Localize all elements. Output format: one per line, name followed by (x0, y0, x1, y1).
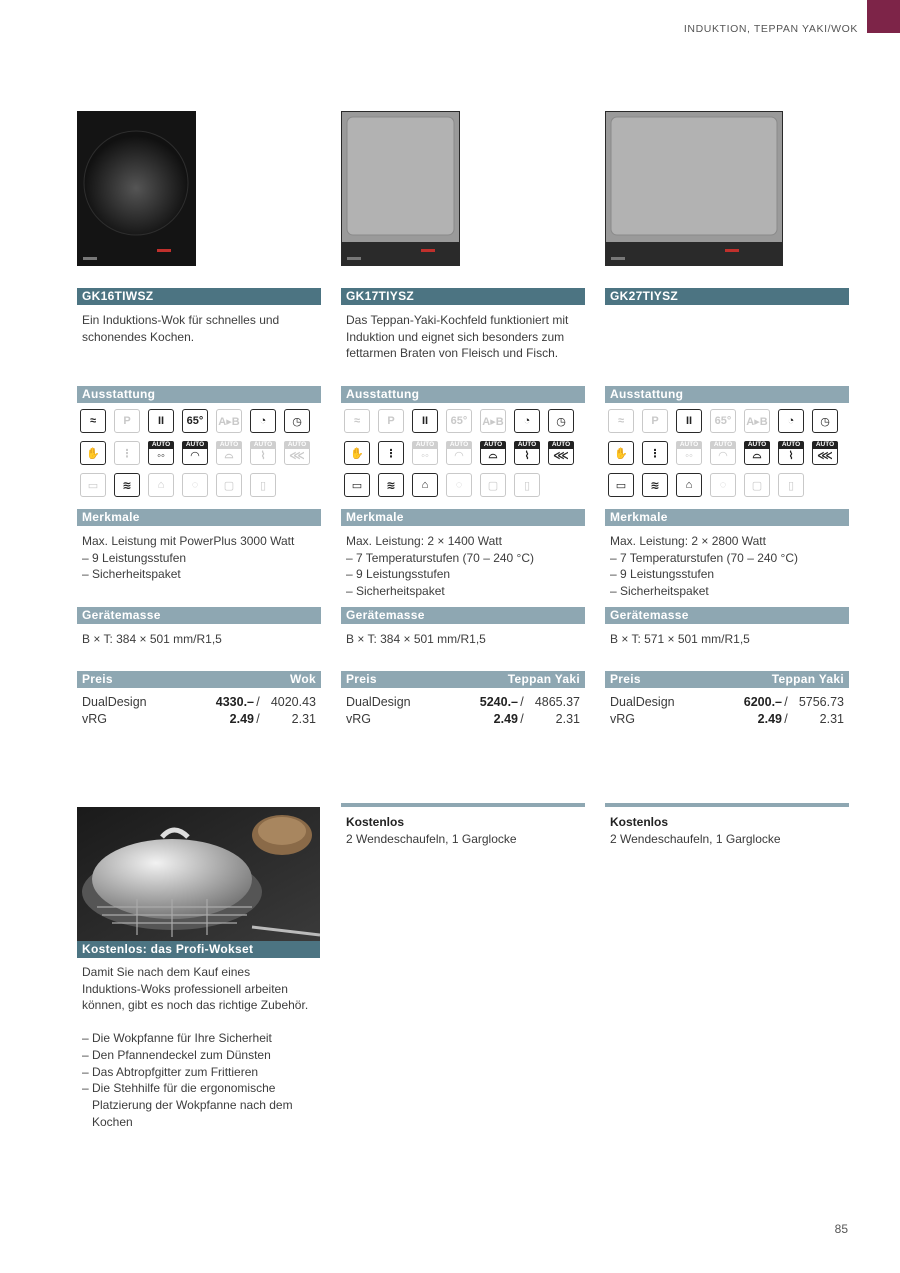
flex-zone-icon (250, 473, 276, 497)
icon-glyph: P (651, 415, 659, 427)
auto-pan-icon (446, 441, 472, 465)
auto-badge: AUTO (250, 441, 276, 449)
product-column-gk16 (77, 111, 321, 384)
preis-label: Preis (346, 672, 377, 686)
wipe-protect-icon (344, 441, 370, 465)
icon-glyph: ▯ (523, 479, 531, 492)
icon-glyph: ◦◦ (157, 449, 165, 462)
free-accessory (341, 803, 585, 854)
price-row-label: vRG (346, 712, 371, 726)
product-image (341, 111, 585, 266)
masse-bar (77, 607, 321, 624)
icon-glyph: ⌂ (157, 479, 165, 491)
price-value: 2.49 (493, 712, 518, 726)
price-slash: / (784, 712, 788, 726)
auto-fish-icon (812, 441, 838, 465)
price-slash: / (256, 695, 260, 709)
wokset-list (82, 1030, 312, 1130)
auto-off-icon (548, 409, 574, 433)
icon-glyph: 65° (450, 415, 468, 427)
icon-row (608, 441, 846, 465)
merkmal-item: – 9 Leistungsstufen (346, 567, 451, 582)
icon-glyph: ✋ (614, 447, 628, 460)
product-description: Ein Induktions-Wok für schnelles und schonendes Kochen. (82, 313, 280, 344)
icon-glyph: ◷ (292, 415, 302, 428)
price-net: 5756.73 (798, 695, 844, 709)
auto-boil-icon (676, 441, 702, 465)
timer-icon (250, 409, 276, 433)
ausstattung-label: Ausstattung (82, 387, 156, 401)
price-table (341, 688, 585, 728)
free-content (341, 807, 585, 854)
masse-bar (341, 607, 585, 624)
specs-section (341, 509, 585, 728)
model-name: GK27TIYSZ (610, 289, 679, 303)
icon-glyph: ◌ (455, 479, 463, 491)
child-lock-icon (676, 473, 702, 497)
price-row-label: DualDesign (346, 695, 411, 709)
icon-glyph: ▭ (87, 479, 99, 492)
pause-icon (148, 409, 174, 433)
icon-glyph: ▢ (751, 479, 763, 492)
icon-glyph: ◔ (787, 415, 795, 427)
product-image (605, 111, 849, 266)
masse-bar (605, 607, 849, 624)
icon-glyph: ◦◦ (685, 449, 693, 462)
icon-glyph: ◔ (259, 415, 267, 427)
auto-badge: AUTO (744, 441, 770, 449)
auto-badge: AUTO (548, 441, 574, 449)
icon-row (344, 441, 582, 465)
icon-glyph: ⋮ (121, 447, 133, 460)
merkmale-list (77, 526, 321, 607)
wokset-item: – Die Wokpfanne für Ihre Sicherheit (82, 1031, 272, 1046)
icon-glyph: ⋮ (385, 447, 397, 460)
free-title: Kostenlos (346, 815, 405, 829)
vertical-slider-icon (642, 441, 668, 465)
price-value: 2.49 (229, 712, 254, 726)
child-lock-icon (412, 473, 438, 497)
wokset-image (77, 807, 320, 941)
keep-warm-icon (710, 409, 736, 433)
auto-fish-icon (284, 441, 310, 465)
icon-row (80, 473, 318, 497)
wokset-intro: Damit Sie nach dem Kauf eines Induktions-Woks professionell arbeiten können, gibt es noch das richtige Zubehör. (82, 965, 309, 1013)
icon-glyph: ◠ (190, 450, 200, 462)
icon-glyph: P (123, 415, 131, 427)
icon-glyph: ◷ (820, 415, 830, 428)
page-number: 85 (834, 1222, 848, 1236)
auto-badge: AUTO (778, 441, 804, 449)
pause-icon (676, 409, 702, 433)
specs-section (77, 509, 321, 728)
wokset-title: Kostenlos: das Profi-Wokset (82, 942, 254, 956)
wipe-protect-icon (80, 441, 106, 465)
free-accessory (605, 803, 849, 854)
auto-badge: AUTO (182, 441, 208, 449)
ausstattung-bar (605, 386, 849, 403)
price-net: 2.31 (555, 712, 580, 726)
auto-badge: AUTO (446, 441, 472, 449)
model-bar (341, 288, 585, 305)
icon-glyph: ◔ (523, 415, 531, 427)
icon-glyph: ✋ (86, 447, 100, 460)
price-net: 4020.43 (270, 695, 316, 709)
zone-detect-icon (744, 473, 770, 497)
auto-badge: AUTO (812, 441, 838, 449)
icon-glyph: A▸B (746, 415, 768, 428)
icon-glyph: ◠ (454, 450, 464, 462)
merkmal-item: – 9 Leistungsstufen (82, 550, 187, 565)
icon-glyph: ▯ (787, 479, 795, 492)
section-title: INDUKTION, TEPPAN YAKI/WOK (683, 23, 858, 35)
icon-glyph: ✋ (350, 447, 364, 460)
price-row (610, 711, 844, 728)
price-slash: / (520, 712, 524, 726)
icon-glyph: ▭ (615, 479, 627, 492)
auto-pan-icon (710, 441, 736, 465)
price-row (610, 694, 844, 711)
merkmale-bar (341, 509, 585, 526)
model-name: GK17TIYSZ (346, 289, 415, 303)
merkmale-label: Merkmale (610, 510, 668, 524)
icon-glyph: ◷ (556, 415, 566, 428)
preis-bar (605, 671, 849, 688)
auto-pan-icon (182, 441, 208, 465)
price-row (346, 711, 580, 728)
boost-icon (378, 409, 404, 433)
auto-badge: AUTO (514, 441, 540, 449)
free-text: 2 Wendeschaufeln, 1 Garglocke (610, 831, 781, 846)
masse-value: B × T: 384 × 501 mm/R1,5 (82, 632, 222, 646)
power-manager-icon (710, 473, 736, 497)
price-table (77, 688, 321, 728)
feature-icons (341, 403, 585, 497)
icon-row (344, 409, 582, 433)
icon-glyph: ≋ (386, 479, 396, 492)
auto-meat-icon (744, 441, 770, 465)
timer-icon (514, 409, 540, 433)
auto-steak-icon (778, 441, 804, 465)
icon-glyph: ≈ (89, 415, 97, 427)
boost-icon (114, 409, 140, 433)
preis-bar (77, 671, 321, 688)
icon-glyph: ⌂ (685, 479, 693, 491)
icon-row (80, 409, 318, 433)
bridge-icon (480, 409, 506, 433)
model-name: GK16TIWSZ (82, 289, 154, 303)
heat-indicator-icon (642, 473, 668, 497)
icon-glyph: ▢ (487, 479, 499, 492)
price-row (82, 711, 316, 728)
wokset-bar (77, 941, 320, 958)
power-manager-icon (446, 473, 472, 497)
auto-meat-icon (216, 441, 242, 465)
merkmal-item: – 7 Temperaturstufen (70 – 240 °C) (346, 550, 535, 565)
merkmal-item: – Sicherheitspaket (610, 584, 709, 599)
merkmal-item: Max. Leistung: 2 × 1400 Watt (346, 534, 502, 548)
icon-glyph: ⋮ (649, 447, 661, 460)
wipe-protect-icon (608, 441, 634, 465)
model-bar (605, 288, 849, 305)
section-tab (867, 0, 900, 33)
wokset-item: – Den Pfannendeckel zum Dünsten (82, 1047, 271, 1062)
price-row-label: vRG (610, 712, 635, 726)
merkmal-item: – Sicherheitspaket (346, 584, 445, 599)
preis-label: Preis (610, 672, 641, 686)
auto-badge: AUTO (676, 441, 702, 449)
icon-glyph: ▯ (259, 479, 267, 492)
price-net: 2.31 (291, 712, 316, 726)
icon-glyph: II (421, 415, 429, 427)
icon-row (80, 441, 318, 465)
price-value: 4330.– (215, 695, 254, 709)
icon-glyph: ▢ (223, 479, 235, 492)
auto-badge: AUTO (710, 441, 736, 449)
masse-value: B × T: 571 × 501 mm/R1,5 (610, 632, 750, 646)
timer-icon (778, 409, 804, 433)
icon-glyph: ◠ (718, 450, 728, 462)
product-column-gk17 (341, 111, 585, 384)
free-content (605, 807, 849, 854)
masse-value: B × T: 384 × 501 mm/R1,5 (346, 632, 486, 646)
bridge-icon (216, 409, 242, 433)
flex-zone-icon (514, 473, 540, 497)
icon-glyph: ≋ (650, 479, 660, 492)
icon-glyph: 65° (186, 415, 204, 427)
icon-glyph: ◌ (719, 479, 727, 491)
icon-glyph: 65° (714, 415, 732, 427)
auto-steak-icon (250, 441, 276, 465)
icon-row (344, 473, 582, 497)
merkmale-bar (77, 509, 321, 526)
icon-glyph: A▸B (218, 415, 240, 428)
keep-warm-icon (182, 409, 208, 433)
ausstattung-bar (341, 386, 585, 403)
ausstattung-bar (77, 386, 321, 403)
price-row-label: DualDesign (82, 695, 147, 709)
feature-icons (77, 403, 321, 497)
boost-icon (642, 409, 668, 433)
icon-glyph: A▸B (482, 415, 504, 428)
flex-zone-icon (778, 473, 804, 497)
product-description: Das Teppan-Yaki-Kochfeld funktioniert mit Induktion und eignet sich besonders zum fettarmen Braten von Fleisch und Fisch. (346, 313, 569, 361)
auto-meat-icon (480, 441, 506, 465)
merkmal-item: – 7 Temperaturstufen (70 – 240 °C) (610, 550, 799, 565)
wokset-text (77, 958, 317, 1136)
auto-boil-icon (148, 441, 174, 465)
masse-label: Gerätemasse (346, 608, 425, 622)
power-manager-icon (182, 473, 208, 497)
wokset-item: – Das Abtropfgitter zum Frittieren (82, 1064, 259, 1079)
icon-glyph: ⌓ (224, 449, 234, 461)
wokset-title-bar (77, 941, 320, 958)
auto-badge: AUTO (216, 441, 242, 449)
keep-warm-icon (446, 409, 472, 433)
merkmal-item: – Sicherheitspaket (82, 567, 181, 582)
icon-row (608, 409, 846, 433)
icon-glyph: ⋘ (289, 450, 305, 462)
price-net: 4865.37 (534, 695, 580, 709)
icon-glyph: ⌓ (488, 449, 498, 461)
price-value: 2.49 (757, 712, 782, 726)
ausstattung-label: Ausstattung (346, 387, 420, 401)
merkmale-label: Merkmale (346, 510, 404, 524)
price-table (605, 688, 849, 728)
merkmal-item: – 9 Leistungsstufen (610, 567, 715, 582)
auto-boil-icon (412, 441, 438, 465)
price-row (82, 694, 316, 711)
preis-label: Preis (82, 672, 113, 686)
product-column-gk27 (605, 111, 849, 384)
preis-type: Teppan Yaki (507, 672, 580, 686)
icon-glyph: ◦◦ (421, 449, 429, 462)
icon-glyph: II (685, 415, 693, 427)
preis-type: Wok (289, 672, 316, 686)
icon-glyph: ⌇ (788, 450, 794, 462)
ausstattung-section (341, 386, 585, 505)
icon-glyph: ≈ (353, 415, 361, 427)
merkmal-item: Max. Leistung mit PowerPlus 3000 Watt (82, 534, 295, 548)
auto-fish-icon (548, 441, 574, 465)
price-slash: / (256, 712, 260, 726)
auto-off-icon (812, 409, 838, 433)
heat-indicator-icon (114, 473, 140, 497)
icon-glyph: ⌇ (524, 450, 530, 462)
icon-glyph: ◌ (191, 479, 199, 491)
child-lock-icon (148, 473, 174, 497)
icon-glyph: ⌓ (752, 449, 762, 461)
pan-detection-icon (80, 473, 106, 497)
masse-label: Gerätemasse (610, 608, 689, 622)
price-row-label: vRG (82, 712, 107, 726)
icon-glyph: ≈ (617, 415, 625, 427)
auto-steak-icon (514, 441, 540, 465)
icon-glyph: ⋘ (817, 450, 833, 462)
zone-detect-icon (480, 473, 506, 497)
price-slash: / (520, 695, 524, 709)
merkmale-list (605, 526, 849, 607)
price-row-label: DualDesign (610, 695, 675, 709)
pan-detection-icon (608, 473, 634, 497)
bridge-icon (744, 409, 770, 433)
auto-off-icon (284, 409, 310, 433)
icon-glyph: ⌇ (260, 450, 266, 462)
vertical-slider-icon (378, 441, 404, 465)
merkmale-label: Merkmale (82, 510, 140, 524)
touch-slider-icon (344, 409, 370, 433)
price-value: 5240.– (479, 695, 518, 709)
product-image (77, 111, 321, 266)
icon-glyph: P (387, 415, 395, 427)
pan-detection-icon (344, 473, 370, 497)
merkmal-item: Max. Leistung: 2 × 2800 Watt (610, 534, 766, 548)
zone-detect-icon (216, 473, 242, 497)
free-text: 2 Wendeschaufeln, 1 Garglocke (346, 831, 517, 846)
pause-icon (412, 409, 438, 433)
feature-icons (605, 403, 849, 497)
icon-row (608, 473, 846, 497)
icon-glyph: ⋘ (553, 450, 569, 462)
specs-section (605, 509, 849, 728)
wokset-item: – Die Stehhilfe für die ergonomische Platzierung der Wokpfanne nach dem Kochen (82, 1081, 293, 1129)
icon-glyph: II (157, 415, 165, 427)
ausstattung-section (77, 386, 321, 505)
model-bar (77, 288, 321, 305)
preis-type: Teppan Yaki (771, 672, 844, 686)
free-title: Kostenlos (610, 815, 669, 829)
auto-badge: AUTO (480, 441, 506, 449)
touch-slider-icon (80, 409, 106, 433)
merkmale-bar (605, 509, 849, 526)
auto-badge: AUTO (412, 441, 438, 449)
price-value: 6200.– (743, 695, 782, 709)
vertical-slider-icon (114, 441, 140, 465)
icon-glyph: ⌂ (421, 479, 429, 491)
icon-glyph: ▭ (351, 479, 363, 492)
merkmale-list (341, 526, 585, 607)
touch-slider-icon (608, 409, 634, 433)
price-slash: / (784, 695, 788, 709)
price-net: 2.31 (819, 712, 844, 726)
masse-label: Gerätemasse (82, 608, 161, 622)
auto-badge: AUTO (284, 441, 310, 449)
ausstattung-section (605, 386, 849, 505)
price-row (346, 694, 580, 711)
product-description (605, 305, 849, 384)
icon-glyph: ≋ (122, 479, 132, 492)
preis-bar (341, 671, 585, 688)
ausstattung-label: Ausstattung (610, 387, 684, 401)
auto-badge: AUTO (148, 441, 174, 449)
heat-indicator-icon (378, 473, 404, 497)
